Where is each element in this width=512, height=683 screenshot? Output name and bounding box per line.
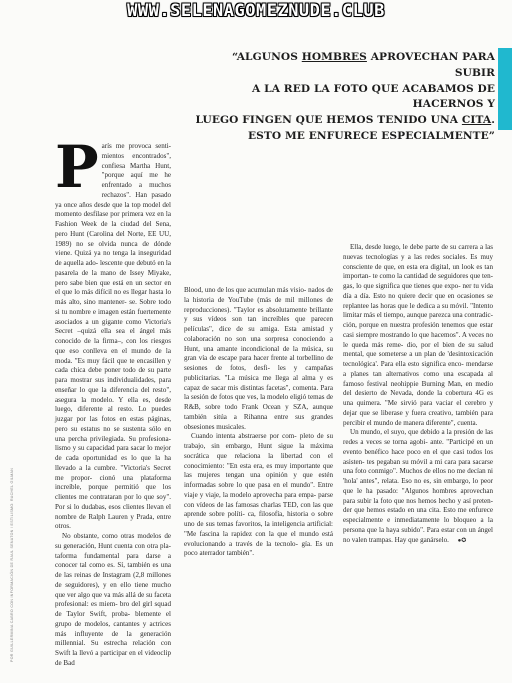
paragraph: Cuando intenta abstraerse por com- pleto de su trabajo, sin embargo, Hunt sigue la máxima socrática que relaciona la libertad con el conocimiento: "En esta era, es muy importante que las mujeres tengan una opinión y que estén informadas sobre lo que pasa en el mundo". Entre viaje y viaje, la modelo aprovecha para empa- parse con vídeos de las famosas charlas TED, con las que aprende sobre políti- ca, filosofía, historia o sobre uno de sus temas favoritos, la inteligencia artificial: "Me fascina la rapidez con la que el mundo está evolucionando a través de la tecnolo- gía. Es un poco aterrador también". xyxy=(184,432,333,558)
photo-credit xyxy=(6,440,15,670)
quote-line-1: “ALGUNOS HOMBRES APROVECHAN PARA SUBIR xyxy=(232,51,495,79)
pull-quote xyxy=(195,50,495,145)
accent-bar xyxy=(498,48,512,130)
paragraph: No obstante, como otras modelos de su generación, Hunt cuenta con otra pla- taforma fundamental para darse a conocer tal como es. Sí, también es una de las reinas de Instagram (2,8 millones de seguidores), y en ello tiene mucho que ver algo que va más allá de su faceta profesional: es miem- bro del girl squad de Taylor Swift, proba- blemente el grupo de modelos, cantantes y actrices más influyente de la generación millennial. Su estrecha relación con Swift la llevó a participar en el videoclip de Bad xyxy=(55,532,171,667)
paragraph: Blood, uno de los que acumulan más visio- nados de la historia de YouTube (más de mil millones de reproducciones). "Taylor es absolutamente brillante y sus vídeos son tan increíbles que parecen películas", dice de su amiga. Esta amistad y colaboración no son una sorpresa conociendo a Hunt, una amante incondicional de la música, su gran vía de escape para hacer frente al torbellino de sesiones de fotos, desfi- les y campañas publicitarias. "La música me llega al alma y es capaz de sacar mis distintas facetas", comenta. Para la sesión de fotos que ves, la modelo eligió temas de R&B, sobre todo Frank Ocean y SZA, aunque también sitúa a Rihanna entre sus grandes obsesiones musicales. xyxy=(184,286,333,431)
paragraph: París me provoca senti- mientos encontrados", confiesa Martha Hunt, "porque aquí me he enfrentado a muchos rechazos". Han pasado ya once años desde que la top model del momento desfilase por primera vez en la Fashion Week de la ciudad del Sena, pero Hunt (Carolina del Norte, EE UU, 1989) no se olvida nunca de dónde viene. Quizá ya no tenga la inseguridad de aquella ado- lescente que debutó en la pasarela de la mano de Issey Miyake, pero sabe bien que está en un sector en el que lo más difícil no es llegar hasta lo más alto, sino mantener- se. Sobre todo si tu nombre e imagen están fuertemente asociados a un gigante como Victoria's Secret –quizá ella sea el ángel más conocido de la firma–, con los riesgos que eso conlleva en el mundo de la moda. "Es muy fácil que te encasillen y cada chica debe poner todo de su parte para mostrar sus individualidades, para enseñar lo que la diferencia del resto", asegura la modelo. Y ella es, desde luego, diferente al resto. Lo puedes juzgar por las fotos en estas páginas, pero su estatus no se sustenta sólo en una percha privilegiada. Su profesiona- lismo y su capacidad para sacar lo mejor de cada oportunidad es lo que la ha llevado a la cumbre. "Victoria's Secret me propor- cionó una plataforma increíble, porque permitió que los clientes me contrataran por lo que soy". Por si lo dudabas, esos clientes llevan el nombre de Ralph Lauren y Prada, entre otros. xyxy=(55,133,171,531)
article-column-2 xyxy=(184,286,333,559)
quote-line-2: A LA RED LA FOTO QUE ACABAMOS DE HACERNOS Y xyxy=(252,82,495,111)
end-mark-icon: ●✪ xyxy=(457,537,467,544)
watermark: WWW.SELENAGOMEZNUDE.CLUB xyxy=(127,1,385,21)
article-column-3 xyxy=(343,243,493,546)
photo-credit-text: POR GUILLERMINA CABRO CON INFORMACIÓN DE RAUL SENATON / ESTILISMO: RACHEL GILMAN xyxy=(10,467,14,662)
article-column-1 xyxy=(55,133,171,669)
drop-cap: P xyxy=(55,133,99,201)
quote-underline-hombres: HOMBRES xyxy=(301,51,367,63)
quote-line-3: LUEGO FINGEN QUE HEMOS TENIDO UNA CITA. xyxy=(195,114,495,127)
paragraph: Ella, desde luego, le debe parte de su carrera a las nuevas tecnologías y a las redes sociales. Es muy consciente de que, en esta era digital, un look es tan importan- te como la cantidad de seguidores que ten- gas, lo que significa que tienes que expo- ner tu vida día a día. Esto no quiere decir que en ocasiones se replantee las horas que le dedica a su móvil. "Intento limitar más el tiempo, aunque parezca una contradic- ción, porque en nuestra profesión tenemos que estar casi siempre mostrando lo que hacemos". A veces no le queda más reme- dio, por el bien de su salud mental, que someterse a un plan de 'desintoxicación tecnológica'. Para ella esto significa enco- mendarse a planes tan alternativos como una escapada al famoso festival neohippie Burning Man, en medio del desierto de Nevada, donde la cobertura 4G es una quimera. "Me sirvió para vaciar el cerebro y dejar que se liberase y fuera creativo, también para percibir el mundo de manera diferente", cuenta. xyxy=(343,243,493,427)
paragraph: Un mundo, el suyo, que debido a la presión de las redes a veces se torna agobi- ante. "Participé en un evento benéfico hace poco en el que casi todos los asisten- tes pegaban su móvil a mi cara para sacarse una foto conmigo". Muchos de ellos no me decían ni 'hola' antes", relata. Eso no es, sin embargo, lo peor que le ha pasado: "Algunos hombres aprovechan para subir la foto que nos hemos hecho y así preten- der que hemos estado en una cita. Esto me enfurece especialmente e inmediatamente lo bloqueo a la persona que la haya subido". Para estar con un ángel no valen trampas. Hay que ganárselo. ●✪ xyxy=(343,428,493,546)
quote-underline-cita: CITA xyxy=(461,114,492,127)
quote-line-4: ESTO ME ENFURECE ESPECIALMENTE” xyxy=(247,129,495,142)
